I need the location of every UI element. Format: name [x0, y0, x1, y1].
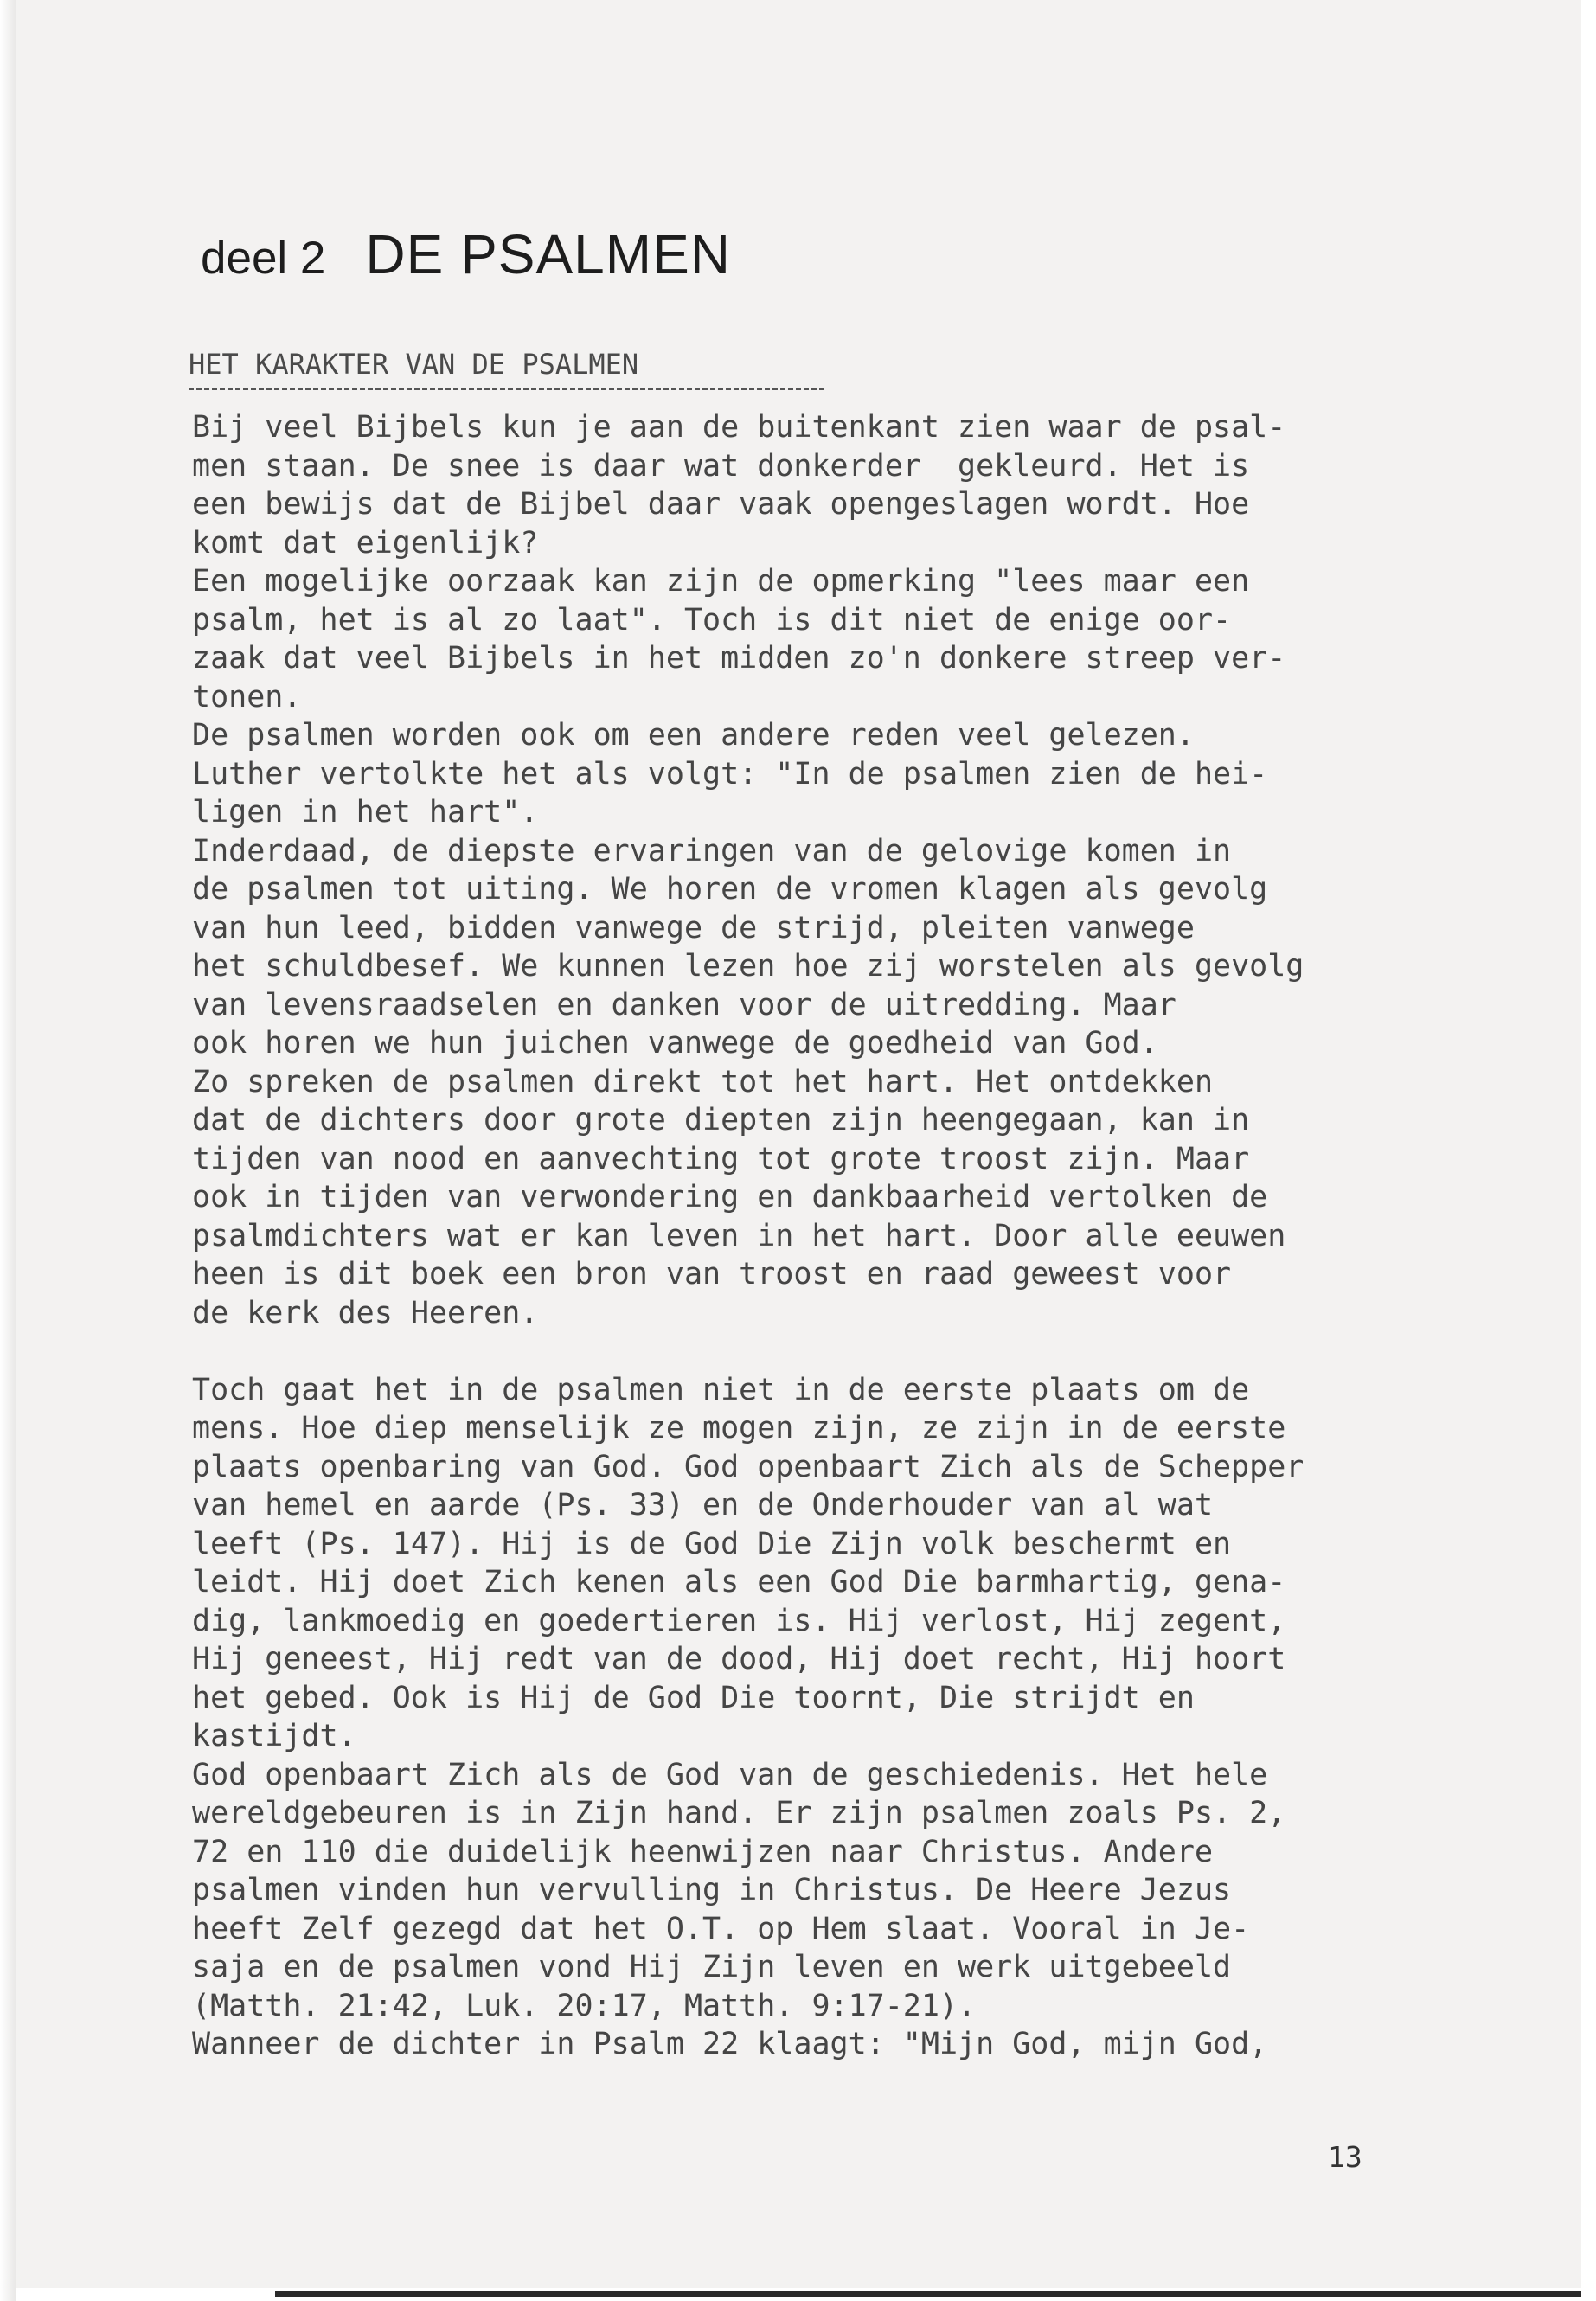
text-line: van levensraadselen en danken voor de uitredding. Maar	[192, 987, 1176, 1022]
text-line: van hemel en aarde (Ps. 33) en de Onderhouder van al wat	[192, 1488, 1214, 1522]
text-line: komt dat eigenlijk?	[192, 525, 539, 561]
text-line: zaak dat veel Bijbels in het midden zo'n donkere streep ver-	[192, 641, 1286, 676]
bottom-scan-rule	[275, 2291, 1581, 2297]
chapter-heading	[201, 223, 731, 285]
text-line: wereldgebeuren is in Zijn hand. Er zijn psalmen zoals Ps. 2,	[192, 1796, 1286, 1830]
section-title-underline	[189, 388, 824, 390]
text-line: 72 en 110 die duidelijk heenwijzen naar Christus. Andere	[192, 1834, 1214, 1869]
text-line: heeft Zelf gezegd dat het O.T. op Hem slaat. Vooral in Je-	[192, 1911, 1250, 1946]
text-line: psalmen vinden hun vervulling in Christus. De Heere Jezus	[192, 1873, 1232, 1907]
chapter-part-label: deel 2	[201, 233, 326, 284]
text-line: Toch gaat het in de psalmen niet in de eerste plaats om de	[192, 1372, 1250, 1407]
text-line: plaats openbaring van God. God openbaart Zich als de Schepper	[192, 1449, 1304, 1484]
text-line: saja en de psalmen vond Hij Zijn leven en werk uitgebeeld	[192, 1950, 1232, 1984]
text-line: Zo spreken de psalmen direkt tot het hart. Het ontdekken	[192, 1064, 1214, 1099]
body-text	[192, 408, 1412, 2064]
text-line: het gebed. Ook is Hij de God Die toornt, Die strijdt en	[192, 1680, 1195, 1715]
text-line: ligen in het hart".	[192, 795, 539, 830]
text-line: de psalmen tot uiting. We horen de vromen klagen als gevolg	[192, 872, 1268, 907]
text-line: Hij geneest, Hij redt van de dood, Hij doet recht, Hij hoort	[192, 1642, 1286, 1676]
text-line: mens. Hoe diep menselijk ze mogen zijn, ze zijn in de eerste	[192, 1411, 1286, 1445]
text-line: leeft (Ps. 147). Hij is de God Die Zijn volk beschermt en	[192, 1526, 1232, 1561]
text-line: (Matth. 21:42, Luk. 20:17, Matth. 9:17-21).	[192, 1988, 977, 2023]
text-line: van hun leed, bidden vanwege de strijd, pleiten vanwege	[192, 910, 1195, 945]
text-line: tijden van nood en aanvechting tot grote troost zijn. Maar	[192, 1141, 1250, 1176]
text-line: Een mogelijke oorzaak kan zijn de opmerking "lees maar een	[192, 564, 1250, 599]
text-line: psalmdichters wat er kan leven in het hart. Door alle eeuwen	[192, 1218, 1286, 1253]
text-line: dig, lankmoedig en goedertieren is. Hij verlost, Hij zegent,	[192, 1603, 1286, 1638]
text-line: ook in tijden van verwondering en dankbaarheid vertolken de	[192, 1180, 1268, 1215]
text-line: heen is dit boek een bron van troost en raad geweest voor	[192, 1257, 1232, 1292]
page-number: 13	[1328, 2140, 1362, 2174]
text-line: men staan. De snee is daar wat donkerder gekleurd. Het is	[192, 448, 1250, 484]
text-line: tonen.	[192, 679, 302, 715]
text-line: ook horen we hun juichen vanwege de goedheid van God.	[192, 1026, 1158, 1061]
text-line: Luther vertolkte het als volgt: "In de psalmen zien de hei-	[192, 756, 1268, 792]
text-line: het schuldbesef. We kunnen lezen hoe zij worstelen als gevolg	[192, 949, 1304, 984]
paragraph-break	[192, 1332, 1412, 1371]
text-line: God openbaart Zich als de God van de geschiedenis. Het hele	[192, 1757, 1268, 1792]
text-line: kastijdt.	[192, 1719, 356, 1753]
text-line: leidt. Hij doet Zich kenen als een God Die barmhartig, gena-	[192, 1565, 1286, 1599]
text-line: een bewijs dat de Bijbel daar vaak opengeslagen wordt. Hoe	[192, 487, 1250, 522]
paragraph-1	[192, 408, 1412, 1332]
chapter-title: DE PSALMEN	[365, 223, 731, 285]
text-line: de kerk des Heeren.	[192, 1295, 539, 1330]
text-line: dat de dichters door grote diepten zijn heengegaan, kan in	[192, 1103, 1250, 1138]
text-line: Inderdaad, de diepste ervaringen van de gelovige komen in	[192, 833, 1232, 868]
page-left-edge	[0, 0, 16, 2301]
section-title: HET KARAKTER VAN DE PSALMEN	[189, 348, 639, 381]
text-line: De psalmen worden ook om een andere reden veel gelezen.	[192, 718, 1195, 753]
paragraph-2	[192, 1371, 1412, 2064]
text-line: Bij veel Bijbels kun je aan de buitenkant zien waar de psal-	[192, 410, 1286, 445]
text-line: Wanneer de dichter in Psalm 22 klaagt: "Mijn God, mijn God,	[192, 2027, 1268, 2061]
text-line: psalm, het is al zo laat". Toch is dit niet de enige oor-	[192, 602, 1232, 638]
